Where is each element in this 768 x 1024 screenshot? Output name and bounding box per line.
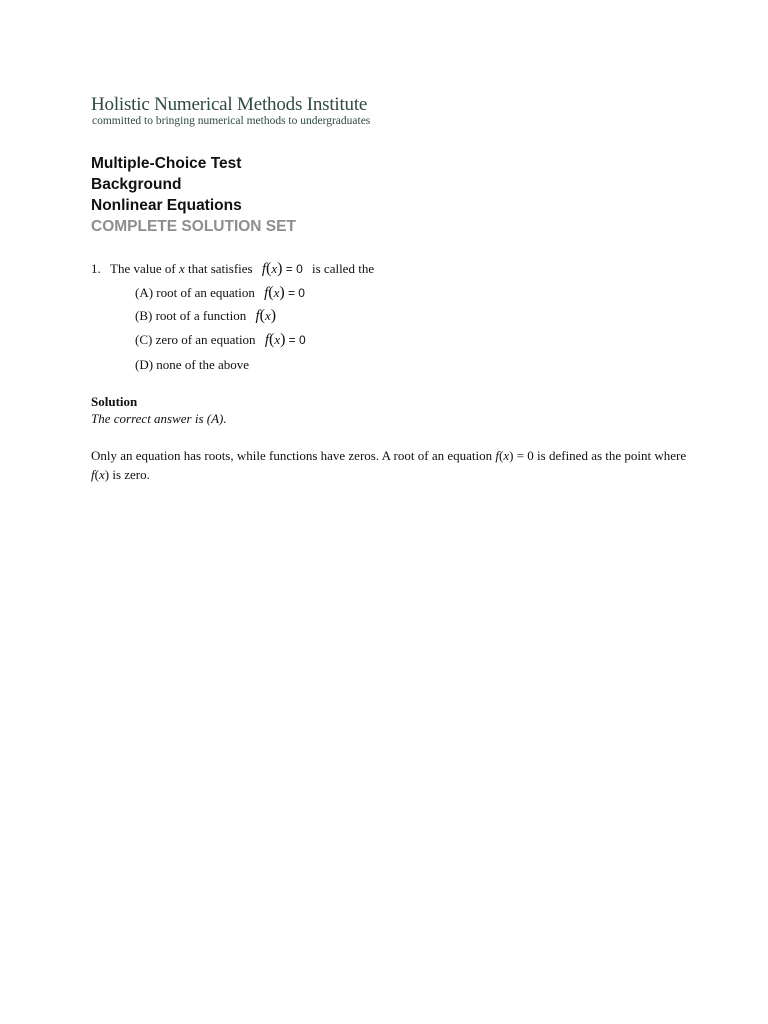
- institute-tagline: committed to bringing numerical methods to undergraduates: [92, 115, 371, 127]
- title-topic: Nonlinear Equations: [91, 197, 242, 214]
- subtitle-solution-set: COMPLETE SOLUTION SET: [91, 218, 296, 235]
- document-titles: [91, 153, 296, 237]
- option-c: (C) zero of an equation f(x) = 0: [135, 331, 306, 348]
- option-d: (D) none of the above: [135, 357, 250, 372]
- title-background: Background: [91, 176, 182, 193]
- institute-name: Holistic Numerical Methods Institute: [91, 94, 368, 115]
- correct-answer: The correct answer is (A).: [91, 411, 227, 426]
- question-stem: 1. The value of x that satisfies f(x) = 0 is called the: [91, 260, 375, 277]
- math-fx: f(x): [264, 331, 286, 348]
- math-fx: f(x): [255, 307, 277, 324]
- option-a: (A) root of an equation f(x) = 0: [135, 284, 305, 301]
- title-test: Multiple-Choice Test: [91, 155, 242, 172]
- solution-explanation: Only an equation has roots, while functions have zeros. A root of an equation f(x) = 0 is defined as the point where f(x) is zero.: [91, 448, 687, 482]
- math-fx: f(x): [261, 260, 283, 277]
- solution-heading: Solution: [91, 394, 138, 409]
- institute-header: [91, 95, 370, 127]
- option-b: (B) root of a function f(x): [135, 307, 277, 324]
- math-fx: f(x): [264, 284, 285, 301]
- question-number: 1.: [91, 261, 101, 276]
